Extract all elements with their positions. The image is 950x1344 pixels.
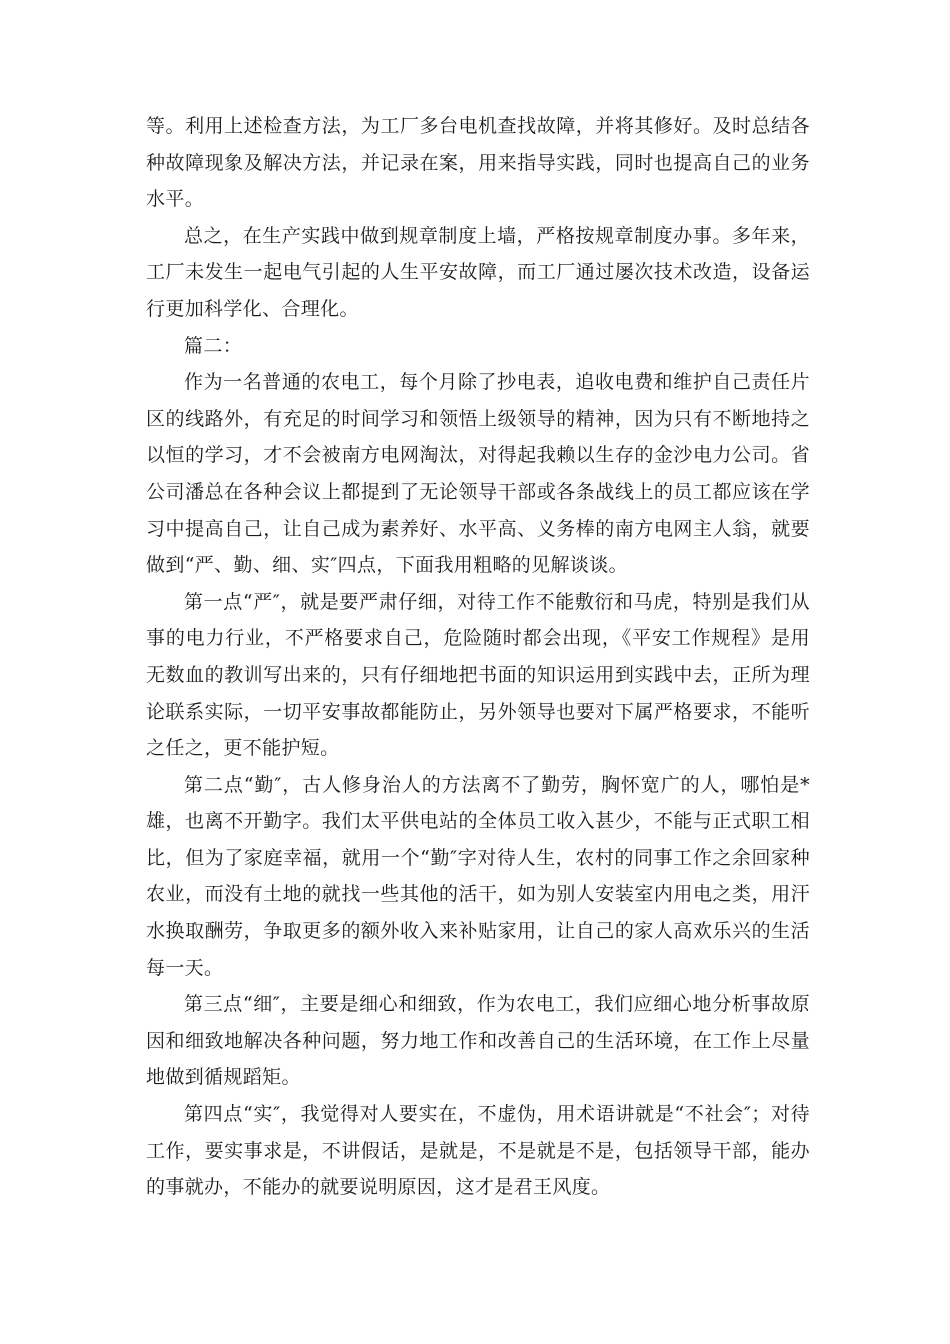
document-body — [146, 108, 810, 1206]
paragraph-continuation: 等。利用上述检查方法，为工厂多台电机查找故障，并将其修好。及时总结各种故障现象及解决方法，并记录在案，用来指导实践，同时也提高自己的业务水平。 — [146, 115, 810, 211]
section-heading-part-two: 篇二： — [184, 334, 243, 357]
paragraph-summary: 总之，在生产实践中做到规章制度上墙，严格按规章制度办事。多年来，工厂未发生一起电气引起的人生平安故障，而工厂通过屡次技术改造，设备运行更加科学化、合理化。 — [146, 224, 810, 320]
paragraph-point-careful: 第三点“细″，主要是细心和细致，作为农电工，我们应细心地分析事故原因和细致地解决各种问题，努力地工作和改善自己的生活环境，在工作上尽量地做到循规蹈矩。 — [146, 993, 810, 1089]
paragraph-introduction: 作为一名普通的农电工，每个月除了抄电表，追收电费和维护自己责任片区的线路外，有充足的时间学习和领悟上级领导的精神，因为只有不断地持之以恒的学习，才不会被南方电网淘汰，对得起我赖以生存的金沙电力公司。省公司潘总在各种会议上都提到了无论领导干部或各条战线上的员工都应该在学习中提高自己，让自己成为素养好、水平高、义务棒的南方电网主人翁，就要做到“严、勤、细、实″四点，下面我用粗略的见解谈谈。 — [146, 371, 810, 577]
paragraph-point-strict: 第一点“严″，就是要严肃仔细，对待工作不能敷衍和马虎，特别是我们从事的电力行业，不严格要求自己，危险随时都会出现，《平安工作规程》是用无数血的教训写出来的，只有仔细地把书面的知识运用到实践中去，正所为理论联系实际，一切平安事故都能防止，另外领导也要对下属严格要求，不能听之任之，更不能护短。 — [146, 590, 810, 760]
paragraph-point-practical: 第四点“实″，我觉得对人要实在，不虚伪，用术语讲就是“不社会″；对待工作，要实事求是，不讲假话，是就是，不是就是不是，包括领导干部，能办的事就办，不能办的就要说明原因，这才是君王风度。 — [146, 1103, 810, 1199]
paragraph-point-diligent: 第二点“勤″，古人修身治人的方法离不了勤劳，胸怀宽广的人，哪怕是*雄，也离不开勤字。我们太平供电站的全体员工收入甚少，不能与正式职工相比，但为了家庭幸福，就用一个“勤″字对待人生，农村的同事工作之余回家种农业，而没有土地的就找一些其他的活干，如为别人安装室内用电之类，用汗水换取酬劳，争取更多的额外收入来补贴家用，让自己的家人高欢乐兴的生活每一天。 — [146, 773, 810, 979]
